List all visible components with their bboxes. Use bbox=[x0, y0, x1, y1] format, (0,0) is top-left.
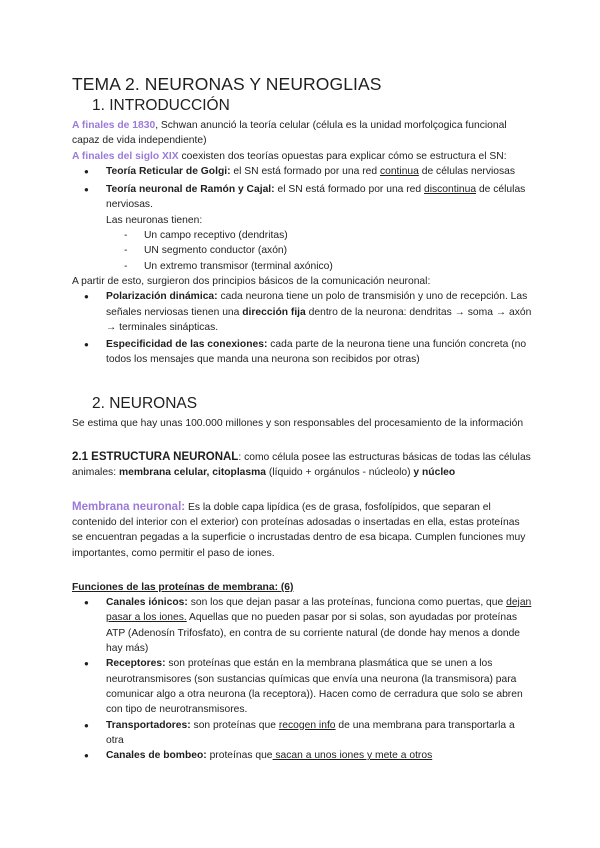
paragraph-text: (líquido + orgánulos - núcleolo) bbox=[266, 467, 414, 479]
list-item-polarizacion bbox=[106, 289, 532, 335]
paragraph-text: : como célula posee las estructuras básicas de todas las células animales: bbox=[72, 452, 531, 479]
list-text: Aquellas que no pueden pasar por si solas, son ayudadas por proteínas ATP (Adenosín Trifosfato), en contra de su corriente natural (de donde hay menos a donde hay más) bbox=[106, 612, 521, 655]
list-item-transportadores bbox=[106, 718, 532, 749]
list-item-receptores bbox=[106, 656, 532, 717]
list-text: dentro de la neurona: dendritas → soma → axón → terminales sinápticas. bbox=[106, 306, 532, 333]
membrana-heading: Membrana neuronal: bbox=[72, 500, 186, 513]
neuronas-tienen-label: Las neuronas tienen: bbox=[106, 214, 203, 226]
list-item-canales-bombeo bbox=[106, 748, 532, 763]
document-content bbox=[72, 73, 532, 763]
spacer bbox=[72, 561, 532, 580]
list-text: de una membrana para transportarla a otra bbox=[106, 719, 515, 746]
bold-text: y núcleo bbox=[413, 467, 456, 479]
section-heading-neuronas: 2. NEURONAS bbox=[92, 394, 198, 412]
teorias-list bbox=[72, 164, 532, 274]
list-item-cajal bbox=[106, 182, 532, 274]
list-item-especificidad bbox=[106, 337, 532, 368]
term-label: Especificidad de las conexiones: bbox=[106, 339, 268, 351]
list-text: proteínas que bbox=[206, 750, 273, 762]
paragraph-dos-teorias bbox=[72, 149, 532, 164]
underlined-text: continua bbox=[379, 165, 419, 177]
paragraph-text: Es la doble capa lipídica (es de grasa, fosfolípidos, que separan el contenido del interior con el exterior) con proteínas adosadas o insertadas en ella, estas proteínas se encuentran pegadas a la superficie o incrustadas dentro de esa bicapa. Cumplen funciones muy importantes, como permitir el paso de iones. bbox=[72, 501, 526, 559]
term-label: Canales iónicos: bbox=[106, 597, 188, 609]
date-highlight: A finales del siglo XIX bbox=[72, 150, 179, 162]
term-label: Teoría Reticular de Golgi: bbox=[106, 165, 231, 177]
paragraph-teoria-celular bbox=[72, 118, 532, 149]
funciones-list bbox=[72, 595, 532, 763]
list-text: el SN está formado por una red bbox=[274, 184, 424, 196]
dash-item: - Un extremo transmisor (terminal axónico) bbox=[144, 259, 532, 274]
list-text: el SN está formado por una red bbox=[230, 165, 380, 177]
list-text: son proteínas que están en la membrana plasmática que se unen a los neurotransmisores (son sustancias químicas que envía una neurona (la transmisora) para comunicar algo a otra neurona (la receptora)). Hacen como de cerradura que solo se abren con tipo de neurotransmisores. bbox=[106, 658, 523, 716]
subsection-heading: 2.1 ESTRUCTURA NEURONAL bbox=[72, 451, 239, 464]
principios-list bbox=[72, 289, 532, 367]
list-text: de células nerviosas bbox=[418, 165, 516, 177]
list-text: de células nerviosas. bbox=[106, 184, 526, 211]
underlined-text: recogen info bbox=[278, 719, 336, 731]
paragraph-membrana bbox=[72, 500, 532, 561]
term-label: Teoría neuronal de Ramón y Cajal: bbox=[106, 184, 275, 196]
section-heading-introduccion: 1. INTRODUCCIÓN bbox=[92, 97, 230, 114]
dash-item: - UN segmento conductor (axón) bbox=[144, 243, 532, 258]
list-text: son proteínas que bbox=[190, 719, 279, 731]
dash-item: - Un campo receptivo (dendritas) bbox=[144, 228, 532, 243]
date-highlight: A finales de 1830 bbox=[72, 120, 156, 131]
list-text: cada neurona tiene un polo de transmisión y uno de recepción. Las señales nerviosas tienen una bbox=[106, 291, 528, 318]
spacer bbox=[72, 431, 532, 450]
term-label: Receptores: bbox=[106, 658, 166, 670]
list-item-canales-ionicos bbox=[106, 595, 532, 656]
list-item-golgi bbox=[106, 164, 532, 179]
bold-text: dirección fija bbox=[242, 306, 306, 318]
paragraph-estimacion: Se estima que hay unas 100.000 millones y son responsables del procesamiento de la información bbox=[72, 417, 524, 429]
page-title: TEMA 2. NEURONAS Y NEUROGLIAS bbox=[72, 74, 382, 94]
term-label: Polarización dinámica: bbox=[106, 291, 218, 303]
paragraph-text: , Schwan anunció la teoría celular (célula es la unidad morfolçogica funcional capaz de vida independiente) bbox=[72, 120, 507, 147]
spacer bbox=[72, 481, 532, 500]
list-text: son los que dejan pasar a las proteínas, funciona como puertas, que bbox=[187, 597, 507, 609]
underlined-text: sacan a unos iones y mete a otros bbox=[272, 750, 433, 762]
principios-intro: A partir de esto, surgieron dos principios básicos de la comunicación neuronal: bbox=[72, 275, 431, 287]
underlined-text: discontinua bbox=[424, 184, 477, 196]
underlined-text: dejan pasar a los iones. bbox=[106, 597, 532, 624]
paragraph-text: coexisten dos teorías opuestas para explicar cómo se estructura el SN: bbox=[178, 150, 507, 162]
spacer bbox=[72, 368, 532, 394]
term-label: Transportadores: bbox=[106, 719, 191, 731]
funciones-heading-text: Funciones de las proteínas de membrana: (6) bbox=[72, 581, 294, 593]
bold-text: membrana celular, citoplasma bbox=[118, 467, 267, 479]
funciones-heading bbox=[72, 580, 532, 595]
partes-neurona-list bbox=[106, 228, 532, 274]
paragraph-estructura bbox=[72, 450, 532, 481]
list-text: cada parte de la neurona tiene una función concreta (no todos los mensajes que manda una neurona son recibidos por otras) bbox=[106, 339, 527, 366]
term-label: Canales de bombeo: bbox=[106, 750, 207, 762]
